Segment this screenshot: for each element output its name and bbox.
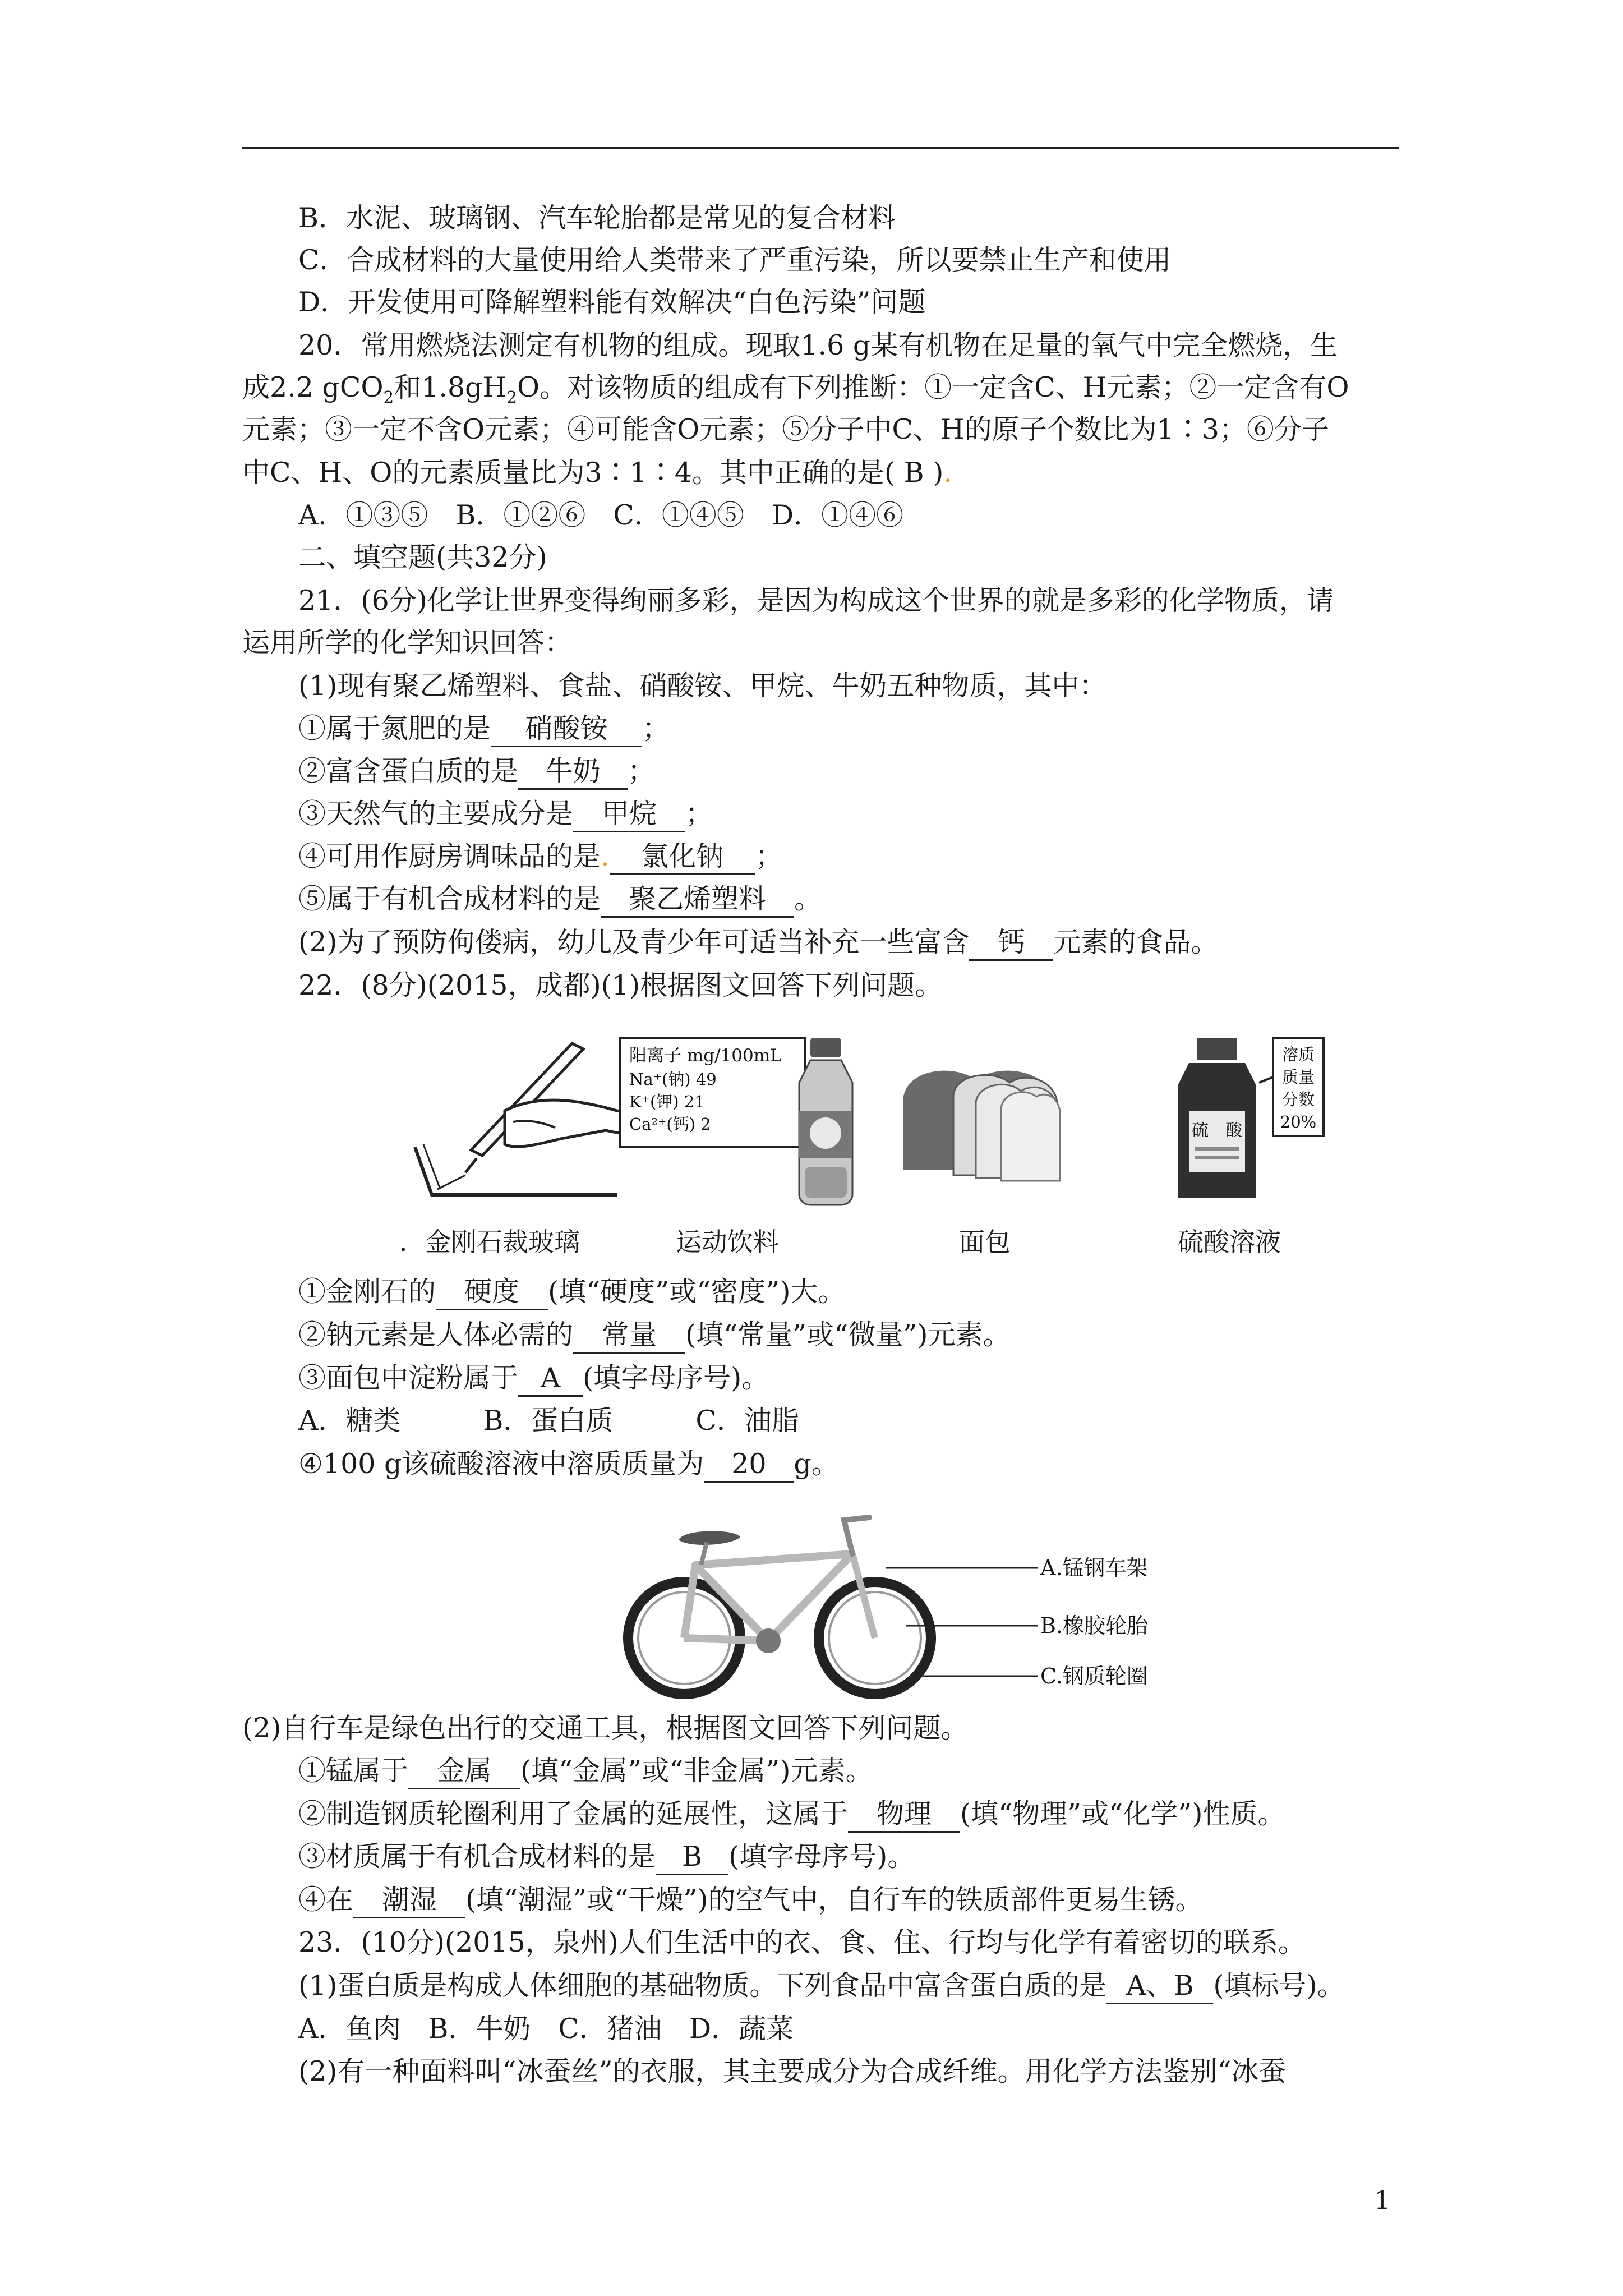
- q21-item1: ①属于氮肥的是 硝酸铵 ；: [298, 709, 670, 748]
- q20-options: A．①③⑤ B．①②⑥ C．①④⑤ D．①④⑥: [298, 499, 904, 531]
- q20-line1: 20．常用燃烧法测定有机物的组成。现取1.6 g某有机物在足量的氧气中完全燃烧，生: [298, 329, 1338, 361]
- bike-label-tire: B.橡胶轮胎: [1040, 1613, 1149, 1638]
- q23-part1: (1)蛋白质是构成人体细胞的基础物质。下列食品中富含蛋白质的是 A、B (填标号)。: [298, 1966, 1345, 2005]
- drink-label-ca: Ca²⁺(钙) 2: [629, 1115, 711, 1134]
- q22-item3: ③面包中淀粉属于 A (填字母序号)。: [298, 1359, 769, 1398]
- q21-item4: ④可用作厨房调味品的是. 氯化钠 ；: [298, 837, 783, 876]
- drink-label-na: Na⁺(钠) 49: [629, 1070, 717, 1089]
- bike-label-frame: A.锰钢车架: [1040, 1556, 1148, 1580]
- q22b-item4: ④在 潮湿 (填“潮湿”或“干燥”)的空气中，自行车的铁质部件更易生锈。: [298, 1880, 1202, 1920]
- q22b-item1: ①锰属于 金属 (填“金属”或“非金属”)元素。: [298, 1751, 873, 1791]
- acid-tag-line3: 分数: [1281, 1090, 1315, 1109]
- bike-label-rim: C.钢质轮圈: [1040, 1664, 1148, 1688]
- sports-drink-image: [617, 1027, 886, 1206]
- q21-part2: (2)为了预防佝偻病，幼儿及青少年可适当补充一些富含 钙 元素的食品。: [298, 923, 1218, 962]
- q22b-item2: ②制造钢质轮圈利用了金属的延展性，这属于 物理 (填“物理”或“化学”)性质。: [298, 1795, 1285, 1834]
- q23-heading: 23．(10分)(2015，泉州)人们生活中的衣、食、住、行均与化学有着密切的联系。: [298, 1926, 1306, 1958]
- q20-line4: 中C、H、O的元素质量比为3∶1∶4。其中正确的是( B ).: [242, 457, 952, 489]
- q21-item5: ⑤属于有机合成材料的是 聚乙烯塑料 。: [298, 880, 822, 919]
- drink-label-k: K⁺(钾) 21: [629, 1092, 705, 1111]
- bicycle-image: [606, 1498, 1155, 1700]
- q22-item4: ④100 g该硫酸溶液中溶质质量为 20 g。: [298, 1444, 839, 1484]
- q21-line1: 21．(6分)化学让世界变得绚丽多彩，是因为构成这个世界的就是多彩的化学物质，请: [298, 585, 1334, 616]
- q21-item2: ②富含蛋白质的是 牛奶 ；: [298, 752, 655, 791]
- q22-item3-options: A．糖类 B．蛋白质 C．油脂: [298, 1405, 799, 1437]
- caption-diamond: ．金刚石裁玻璃: [399, 1227, 580, 1257]
- acid-tag-line1: 溶质: [1281, 1045, 1315, 1064]
- q23-options: A．鱼肉 B．牛奶 C．猪油 D．蔬菜: [298, 2013, 794, 2045]
- q20-line2: 成2.2 gCO$_2$和$1.8gH_2O$。对该物质的组成有下列推断：①一定含C、H元素；②一定含有O: [242, 371, 1349, 407]
- acid-bottle-label: 硫 酸: [1192, 1121, 1242, 1140]
- q22-heading: 22．(8分)(2015，成都)(1)根据图文回答下列问题。: [298, 969, 943, 1001]
- q21-line2: 运用所学的化学知识回答：: [242, 627, 573, 659]
- q22b-item3: ③材质属于有机合成材料的是 B (填字母序号)。: [298, 1837, 915, 1876]
- drink-label-title: 阳离子 mg/100mL: [629, 1046, 782, 1066]
- caption-acid: 硫酸溶液: [1178, 1227, 1281, 1257]
- acid-tag-line4: 20%: [1280, 1112, 1317, 1131]
- header-rule: [242, 147, 1399, 149]
- caption-drink: 运动饮料: [676, 1227, 779, 1257]
- q22-item1: ①金刚石的 硬度 (填“硬度”或“密度”)大。: [298, 1272, 845, 1312]
- q21-part1: (1)现有聚乙烯塑料、食盐、硝酸铵、甲烷、牛奶五种物质，其中：: [298, 670, 1107, 702]
- option-b-line: B．水泥、玻璃钢、汽车轮胎都是常见的复合材料: [298, 202, 896, 234]
- q23-part2: (2)有一种面料叫“冰蚕丝”的衣服，其主要成分为合成纤维。用化学方法鉴别“冰蚕: [298, 2055, 1287, 2087]
- acid-tag-line2: 质量: [1281, 1068, 1315, 1087]
- option-d-line: D．开发使用可降解塑料能有效解决“白色污染”问题: [298, 286, 926, 318]
- q22b-heading: (2)自行车是绿色出行的交通工具，根据图文回答下列问题。: [242, 1712, 969, 1744]
- section-heading: 二、填空题(共32分): [298, 541, 547, 573]
- page-number: 1: [1374, 2185, 1391, 2215]
- q20-line3: 元素；③一定不含O元素；④可能含O元素；⑤分子中C、H的原子个数比为1∶3；⑥分子: [242, 413, 1329, 445]
- q21-item3: ③天然气的主要成分是 甲烷 ；: [298, 794, 713, 834]
- option-c-line: C．合成材料的大量使用给人类带来了严重污染，所以要禁止生产和使用: [298, 244, 1172, 276]
- bread-image: [886, 1057, 1071, 1186]
- caption-bread: 面包: [959, 1227, 1011, 1257]
- q22-item2: ②钠元素是人体必需的 常量 (填“常量”或“微量”)元素。: [298, 1315, 1010, 1355]
- sulfuric-acid-bottle-image: [1166, 1032, 1329, 1200]
